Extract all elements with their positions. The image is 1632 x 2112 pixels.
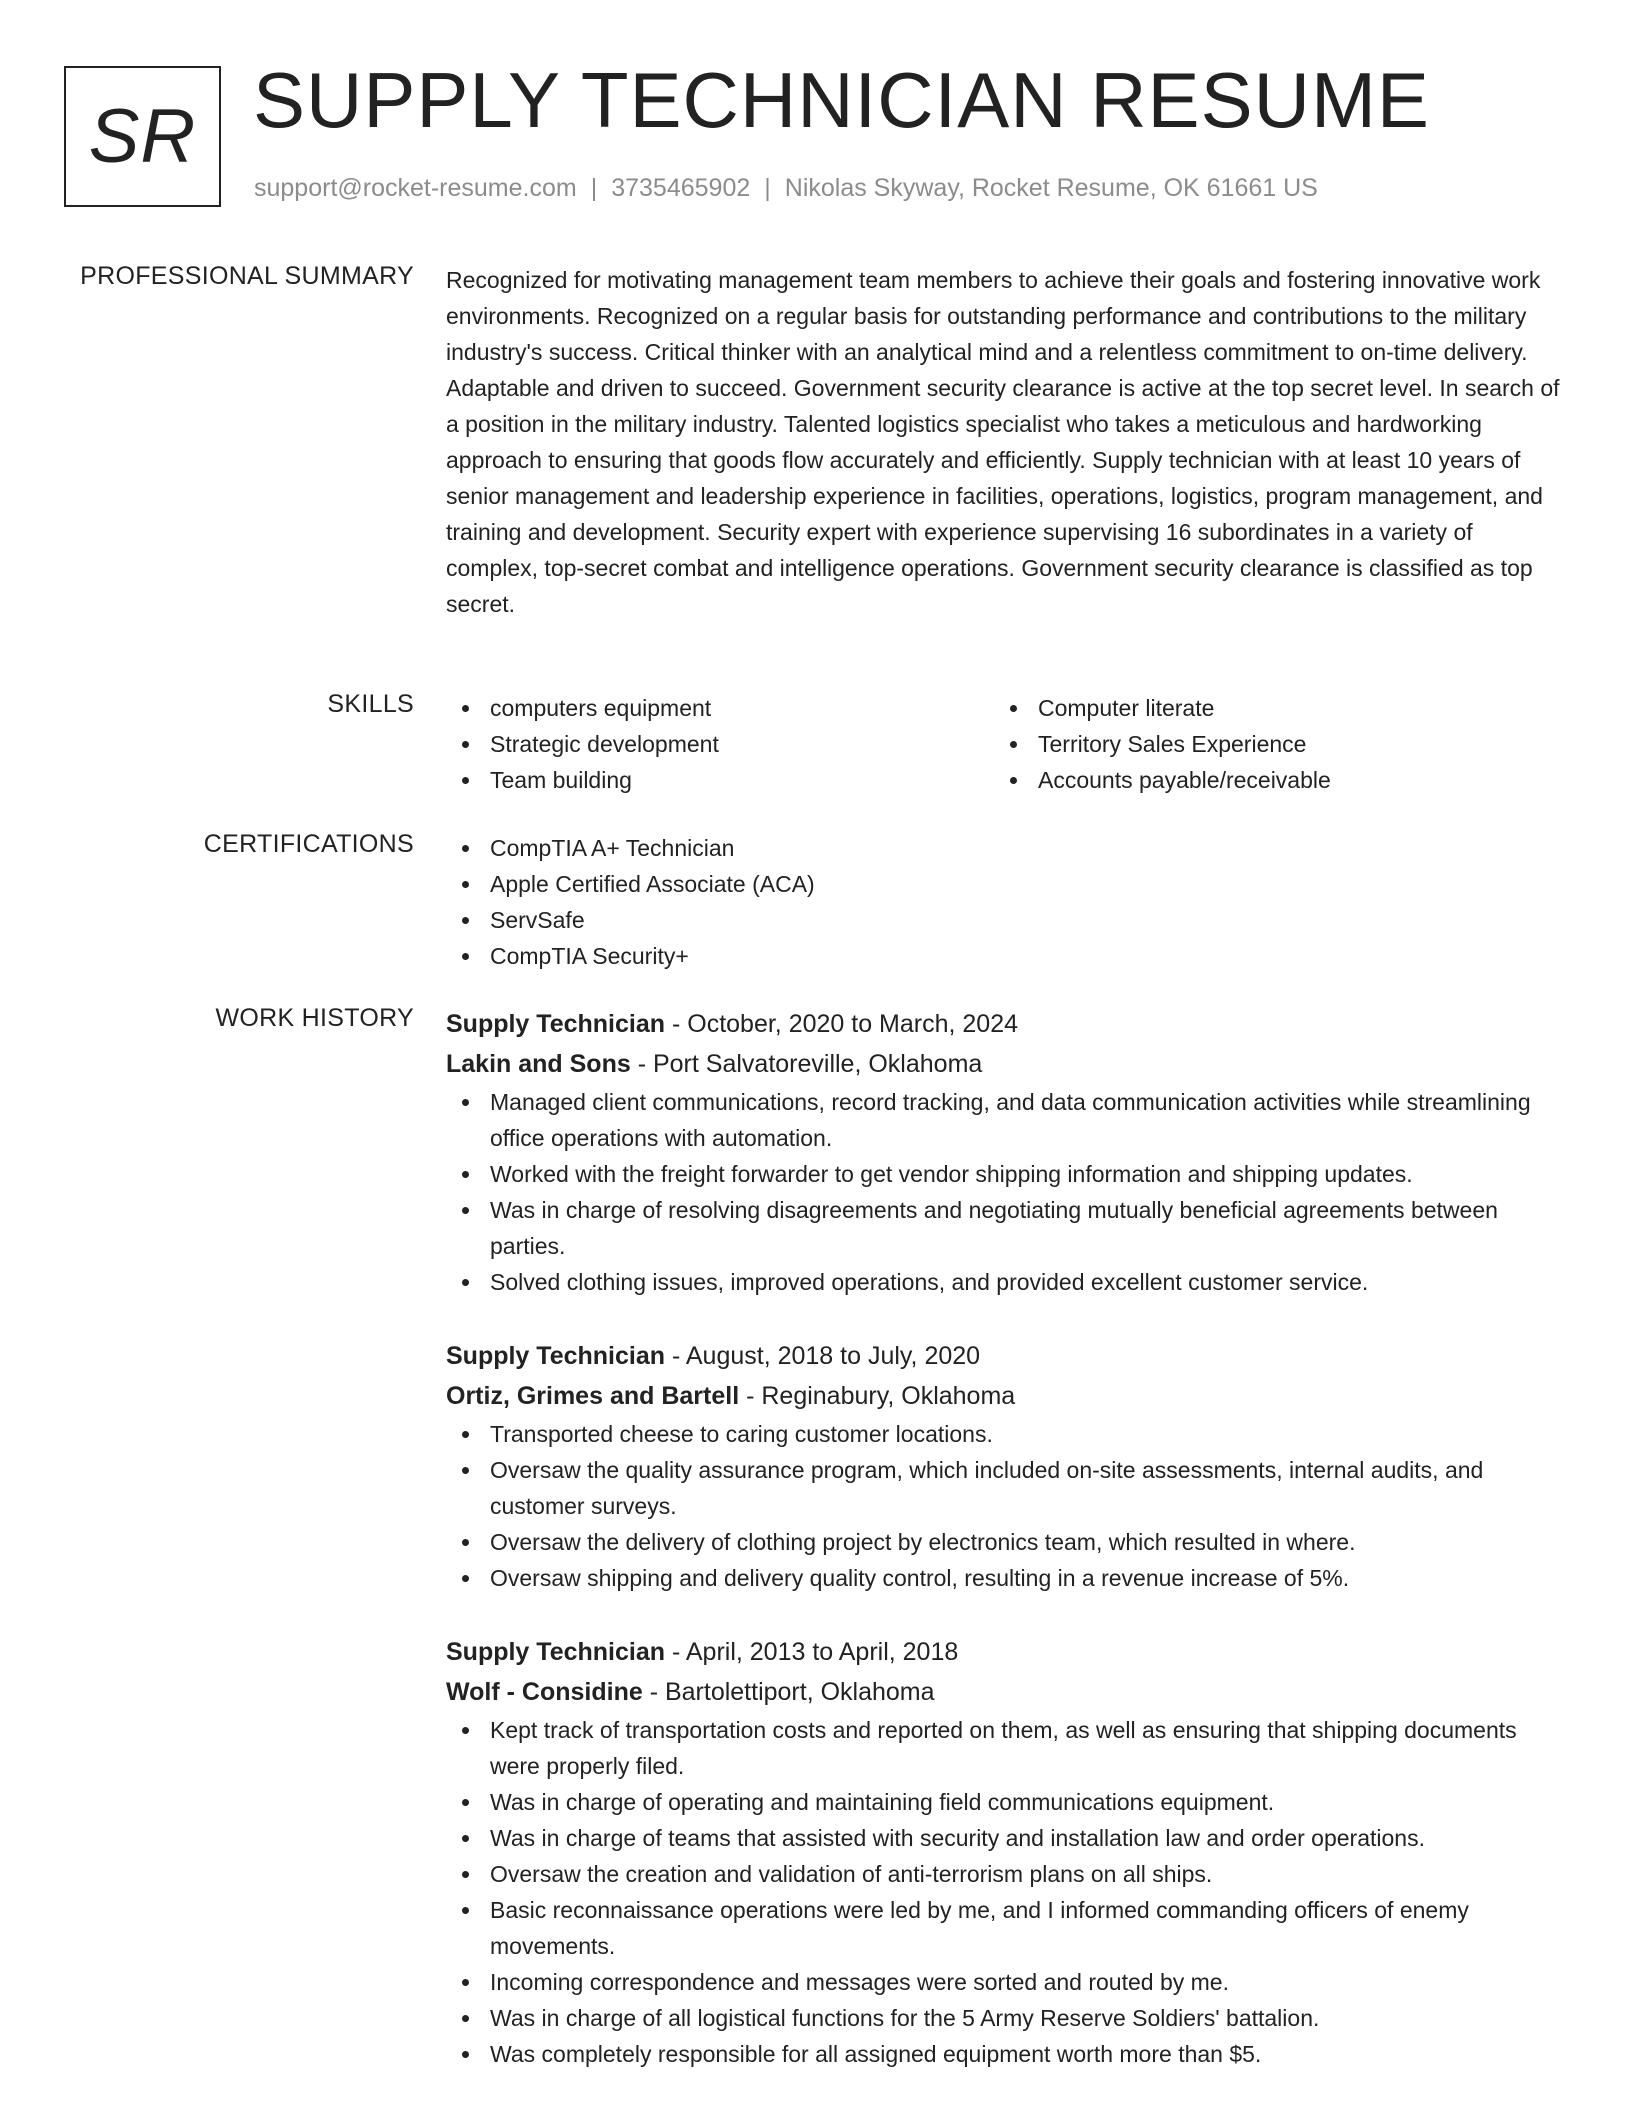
job-bullet: Oversaw the creation and validation of anti-terrorism plans on all ships. <box>446 1856 1561 1892</box>
skill-item: Team building <box>446 762 994 798</box>
job-dates: - October, 2020 to March, 2024 <box>665 1010 1019 1038</box>
page-title: SUPPLY TECHNICIAN RESUME <box>253 56 1430 144</box>
skill-item: Strategic development <box>446 726 994 762</box>
job-bullet: Kept track of transportation costs and reported on them, as well as ensuring that shipping documents were properly filed. <box>446 1712 1561 1784</box>
summary-body <box>446 262 1561 622</box>
job-dates: - August, 2018 to July, 2020 <box>665 1342 981 1370</box>
certifications-body <box>446 830 1561 974</box>
job-bullet: Incoming correspondence and messages were sorted and routed by me. <box>446 1964 1561 2000</box>
certifications-list <box>446 830 1561 974</box>
job-title-line <box>446 1632 1561 1672</box>
job-bullet: Solved clothing issues, improved operations, and provided excellent customer service. <box>446 1264 1561 1300</box>
contact-email: support@rocket-resume.com <box>254 174 577 202</box>
job-title: Supply Technician <box>446 1638 666 1666</box>
job-title: Supply Technician <box>446 1010 666 1038</box>
job-company-line <box>446 1376 1561 1416</box>
initials-monogram <box>64 66 221 207</box>
skills-list-right <box>994 690 1542 798</box>
job-dates: - April, 2013 to April, 2018 <box>665 1638 959 1666</box>
job-bullet: Was in charge of resolving disagreements and negotiating mutually beneficial agreements between parties. <box>446 1192 1561 1264</box>
job-location: - Reginabury, Oklahoma <box>739 1382 1016 1410</box>
contact-separator: | <box>764 174 771 202</box>
job-bullet-list <box>446 1712 1561 2072</box>
initials-text: SR <box>88 94 197 179</box>
certification-item: Apple Certified Associate (ACA) <box>446 866 1561 902</box>
contact-phone: 3735465902 <box>611 174 751 202</box>
job-company-line <box>446 1672 1561 1712</box>
skills-heading: SKILLS <box>327 690 414 718</box>
skills-grid <box>446 690 1561 798</box>
job-bullet: Was completely responsible for all assigned equipment worth more than $5. <box>446 2036 1561 2072</box>
contact-address: Nikolas Skyway, Rocket Resume, OK 61661 US <box>784 174 1318 202</box>
job-company: Wolf - Considine <box>446 1678 643 1706</box>
job-company-line <box>446 1044 1561 1084</box>
job-entry <box>446 1632 1561 2072</box>
job-company: Ortiz, Grimes and Bartell <box>446 1382 740 1410</box>
work-history-heading: WORK HISTORY <box>215 1004 414 1032</box>
job-bullet: Worked with the freight forwarder to get vendor shipping information and shipping updates. <box>446 1156 1561 1192</box>
work-history-body <box>446 1004 1561 2108</box>
job-entry <box>446 1004 1561 1300</box>
skill-item: computers equipment <box>446 690 994 726</box>
job-bullet: Was in charge of all logistical functions for the 5 Army Reserve Soldiers' battalion. <box>446 2000 1561 2036</box>
job-bullet: Oversaw the delivery of clothing project by electronics team, which resulted in where. <box>446 1524 1561 1560</box>
job-title-line <box>446 1004 1561 1044</box>
job-bullet: Was in charge of operating and maintaining field communications equipment. <box>446 1784 1561 1820</box>
job-bullet-list <box>446 1416 1561 1596</box>
job-title-line <box>446 1336 1561 1376</box>
job-bullet: Oversaw shipping and delivery quality control, resulting in a revenue increase of 5%. <box>446 1560 1561 1596</box>
skill-item: Accounts payable/receivable <box>994 762 1542 798</box>
skills-body <box>446 690 1561 798</box>
certifications-heading: CERTIFICATIONS <box>203 830 414 858</box>
skill-item: Computer literate <box>994 690 1542 726</box>
job-bullet: Transported cheese to caring customer locations. <box>446 1416 1561 1452</box>
job-bullet-list <box>446 1084 1561 1300</box>
job-bullet: Basic reconnaissance operations were led by me, and I informed commanding officers of enemy movements. <box>446 1892 1561 1964</box>
contact-line <box>254 174 1318 203</box>
contact-separator: | <box>590 174 598 202</box>
job-title: Supply Technician <box>446 1342 666 1370</box>
job-bullet: Oversaw the quality assurance program, which included on-site assessments, internal audits, and customer surveys. <box>446 1452 1561 1524</box>
summary-text: Recognized for motivating management team members to achieve their goals and fostering innovative work environments. Recognized on a regular basis for outstanding performance and contributions to the military industry's success. Critical thinker with an analytical mind and a relentless commitment to on-time delivery. Adaptable and driven to succeed. Government security clearance is active at the top secret level. In search of a position in the military industry. Talented logistics specialist who takes a meticulous and hardworking approach to ensuring that goods flow accurately and efficiently. Supply technician with at least 10 years of senior management and leadership experience in facilities, operations, logistics, program management, and training and development. Security expert with experience supervising 16 subordinates in a variety of complex, top-secret combat and intelligence operations. Government security clearance is classified as top secret. <box>446 267 1560 617</box>
job-location: - Port Salvatoreville, Oklahoma <box>630 1050 983 1078</box>
certification-item: ServSafe <box>446 902 1561 938</box>
summary-heading: PROFESSIONAL SUMMARY <box>80 262 414 290</box>
job-company: Lakin and Sons <box>446 1050 631 1078</box>
skill-item: Territory Sales Experience <box>994 726 1542 762</box>
skills-list-left <box>446 690 994 798</box>
job-entry <box>446 1336 1561 1596</box>
job-bullet: Managed client communications, record tracking, and data communication activities while streamlining office operations with automation. <box>446 1084 1561 1156</box>
certification-item: CompTIA Security+ <box>446 938 1561 974</box>
job-bullet: Was in charge of teams that assisted with security and installation law and order operations. <box>446 1820 1561 1856</box>
job-location: - Bartolettiport, Oklahoma <box>642 1678 935 1706</box>
certification-item: CompTIA A+ Technician <box>446 830 1561 866</box>
